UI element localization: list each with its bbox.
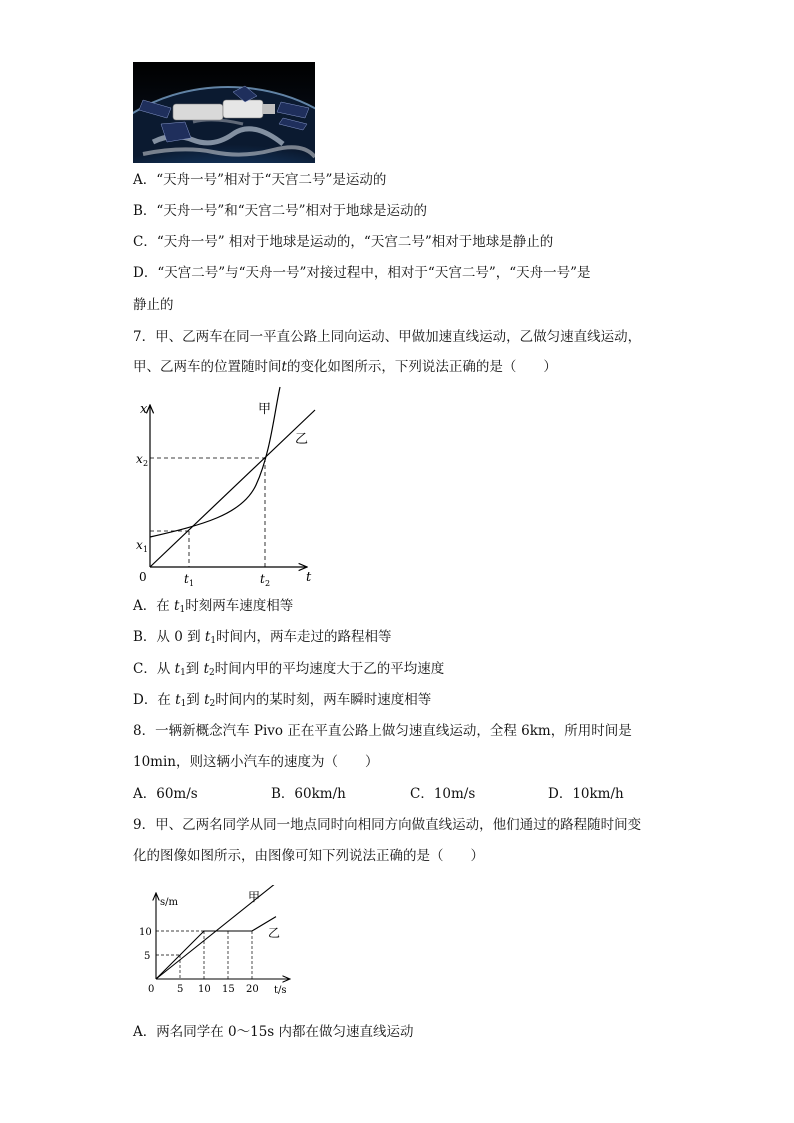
svg-text:x: x <box>136 452 143 466</box>
q9-xtick-15: 15 <box>222 984 235 995</box>
svg-text:t: t <box>184 572 189 586</box>
q8-option-a: A．60m/s <box>133 786 198 802</box>
q9-xtick-5: 5 <box>177 984 184 995</box>
q7-option-d: D．在 $t_1$到 $t_2$时间内的某时刻，两车瞬时速度相等 <box>133 692 432 709</box>
q7-label-jia: 甲 <box>258 402 272 417</box>
q6-option-b: B．“天舟一号”和“天宫二号”相对于地球是运动的 <box>133 203 428 219</box>
q8-stem-line2: 10min，则这辆小汽车的速度为（ ） <box>133 754 379 770</box>
q7-y-axis-label: x <box>140 402 148 417</box>
q8-option-b: B．60km/h <box>271 786 346 802</box>
q9-distance-time-graph <box>140 885 300 1004</box>
q9-xtick-20: 20 <box>246 984 259 995</box>
q7-line-yi <box>150 410 315 567</box>
q7-x-axis-label: t <box>306 570 312 585</box>
q9-stem-line2: 化的图像如图所示，由图像可知下列说法正确的是（ ） <box>133 848 484 864</box>
q7-option-c: C．从 $t_1$到 $t_2$时间内甲的平均速度大于乙的平均速度 <box>133 661 445 678</box>
q7-x2-label <box>136 452 148 468</box>
q9-stem-line1: 9．甲、乙两名同学从同一地点同时向相同方向做直线运动，他们通过的路程随时间变 <box>133 817 642 833</box>
q8-stem-line1: 8．一辆新概念汽车 Pivo 正在平直公路上做匀速直线运动，全程 6km，所用时间是 <box>133 723 632 739</box>
q6-option-d-cont: 静止的 <box>133 297 174 313</box>
svg-text:1: 1 <box>189 579 195 588</box>
q6-option-d: D．“天宫二号”与“天舟一号”对接过程中，相对于“天宫二号”，“天舟一号”是 <box>133 265 591 281</box>
q7-option-a: A．在 $t_1$时刻两车速度相等 <box>133 598 294 615</box>
svg-text:x: x <box>136 538 143 552</box>
q7-x1-label <box>136 538 148 554</box>
q6-option-a: A．“天舟一号”相对于“天宫二号”是运动的 <box>133 172 387 188</box>
q7-origin-label: 0 <box>139 570 147 584</box>
svg-text:2: 2 <box>265 579 271 588</box>
svg-text:t: t <box>260 572 265 586</box>
q7-label-yi: 乙 <box>295 432 309 447</box>
svg-text:2: 2 <box>143 459 149 468</box>
space-station-photo <box>133 62 315 163</box>
q7-t2-label <box>260 572 270 588</box>
q7-position-time-graph <box>132 385 332 594</box>
q9-ytick-5: 5 <box>144 951 151 962</box>
q9-label-jia: 甲 <box>248 890 261 904</box>
q9-x-axis-label: t/s <box>274 985 287 996</box>
svg-text:1: 1 <box>143 545 149 554</box>
q9-y-axis-label: s/m <box>160 897 178 908</box>
q8-option-d: D．10km/h <box>548 786 624 802</box>
q9-xtick-10: 10 <box>198 984 211 995</box>
q9-option-a: A．两名同学在 0～15s 内都在做匀速直线运动 <box>133 1024 414 1040</box>
q9-ytick-10: 10 <box>140 927 152 938</box>
q7-stem-line1: 7．甲、乙两车在同一平直公路上同向运动、甲做加速直线运动，乙做匀速直线运动， <box>133 329 642 345</box>
q7-stem-line2: 甲、乙两车的位置随时间t的变化如图所示，下列说法正确的是（ ） <box>133 359 557 375</box>
q9-line-yi <box>156 917 276 979</box>
q9-xtick-0: 0 <box>148 984 155 995</box>
q6-option-c: C．“天舟一号” 相对于地球是运动的，“天宫二号”相对于地球是静止的 <box>133 234 554 250</box>
q7-option-b: B．从 0 到 $t_1$时间内，两车走过的路程相等 <box>133 629 392 646</box>
q7-t1-label <box>184 572 194 588</box>
q8-option-c: C．10m/s <box>410 786 476 802</box>
q9-label-yi: 乙 <box>268 926 281 940</box>
